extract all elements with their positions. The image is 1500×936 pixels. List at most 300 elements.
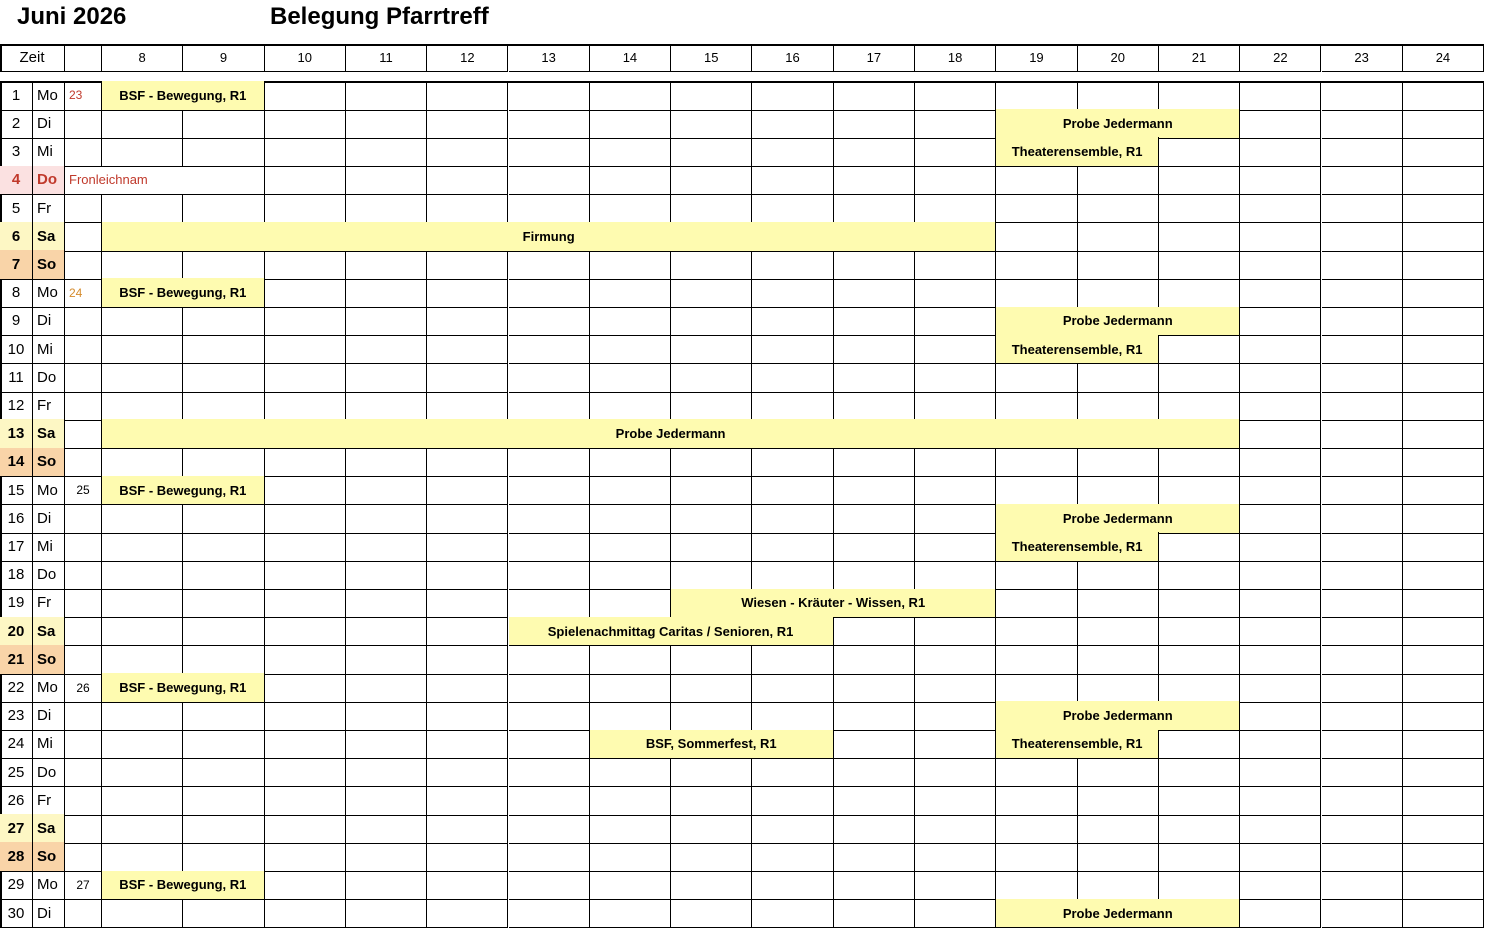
hour-cell[interactable] — [915, 307, 996, 337]
hour-cell[interactable] — [834, 109, 915, 139]
hour-cell[interactable] — [1240, 673, 1321, 703]
hour-cell[interactable] — [1240, 814, 1321, 844]
hour-cell[interactable] — [1159, 532, 1240, 562]
hour-cell[interactable] — [509, 109, 590, 139]
hour-cell[interactable] — [427, 758, 508, 788]
hour-cell[interactable] — [509, 391, 590, 421]
hour-cell[interactable] — [1322, 504, 1403, 534]
hour-cell[interactable] — [834, 673, 915, 703]
hour-cell[interactable] — [834, 137, 915, 167]
hour-cell[interactable] — [834, 363, 915, 393]
hour-cell[interactable] — [590, 786, 671, 816]
event-block[interactable]: BSF - Bewegung, R1 — [102, 871, 265, 901]
hour-cell[interactable] — [1403, 335, 1484, 365]
hour-cell[interactable] — [996, 166, 1077, 196]
hour-cell[interactable] — [590, 335, 671, 365]
hour-cell[interactable] — [265, 391, 346, 421]
hour-cell[interactable] — [346, 307, 427, 337]
hour-cell[interactable] — [346, 758, 427, 788]
hour-cell[interactable] — [183, 363, 264, 393]
hour-cell[interactable] — [102, 899, 183, 929]
hour-cell[interactable] — [590, 814, 671, 844]
hour-cell[interactable] — [265, 278, 346, 308]
hour-cell[interactable] — [509, 814, 590, 844]
hour-cell[interactable] — [1078, 560, 1159, 590]
hour-cell[interactable] — [590, 504, 671, 534]
hour-cell[interactable] — [671, 391, 752, 421]
hour-cell[interactable] — [590, 701, 671, 731]
hour-cell[interactable] — [1322, 81, 1403, 111]
hour-cell[interactable] — [509, 504, 590, 534]
hour-cell[interactable] — [102, 363, 183, 393]
hour-cell[interactable] — [1403, 560, 1484, 590]
hour-cell[interactable] — [1322, 109, 1403, 139]
hour-cell[interactable] — [1322, 589, 1403, 619]
hour-cell[interactable] — [1159, 137, 1240, 167]
hour-cell[interactable] — [346, 476, 427, 506]
hour-cell[interactable] — [427, 250, 508, 280]
hour-cell[interactable] — [346, 81, 427, 111]
hour-cell[interactable] — [834, 532, 915, 562]
hour-cell[interactable] — [1322, 560, 1403, 590]
hour-cell[interactable] — [590, 81, 671, 111]
hour-cell[interactable] — [1403, 81, 1484, 111]
hour-cell[interactable] — [509, 673, 590, 703]
hour-cell[interactable] — [996, 673, 1077, 703]
hour-cell[interactable] — [509, 589, 590, 619]
hour-cell[interactable] — [671, 137, 752, 167]
hour-cell[interactable] — [427, 166, 508, 196]
hour-cell[interactable] — [1403, 589, 1484, 619]
hour-cell[interactable] — [1159, 786, 1240, 816]
hour-cell[interactable] — [265, 673, 346, 703]
hour-cell[interactable] — [509, 899, 590, 929]
event-block[interactable]: Theaterensemble, R1 — [996, 730, 1159, 760]
hour-cell[interactable] — [1322, 166, 1403, 196]
hour-cell[interactable] — [1240, 391, 1321, 421]
hour-cell[interactable] — [1159, 476, 1240, 506]
hour-cell[interactable] — [671, 335, 752, 365]
hour-cell[interactable] — [265, 307, 346, 337]
hour-cell[interactable] — [509, 137, 590, 167]
hour-cell[interactable] — [427, 814, 508, 844]
hour-cell[interactable] — [915, 532, 996, 562]
hour-cell[interactable] — [1322, 363, 1403, 393]
event-block[interactable]: Probe Jedermann — [996, 899, 1240, 929]
hour-cell[interactable] — [915, 166, 996, 196]
hour-cell[interactable] — [1240, 532, 1321, 562]
hour-cell[interactable] — [1322, 786, 1403, 816]
hour-cell[interactable] — [265, 786, 346, 816]
hour-cell[interactable] — [427, 391, 508, 421]
hour-cell[interactable] — [590, 137, 671, 167]
hour-cell[interactable] — [265, 617, 346, 647]
event-block[interactable]: Wiesen - Kräuter - Wissen, R1 — [671, 589, 996, 619]
hour-cell[interactable] — [1240, 476, 1321, 506]
hour-cell[interactable] — [996, 617, 1077, 647]
hour-cell[interactable] — [1240, 419, 1321, 449]
hour-cell[interactable] — [1078, 166, 1159, 196]
event-block[interactable]: BSF, Sommerfest, R1 — [590, 730, 834, 760]
event-block[interactable]: Probe Jedermann — [996, 504, 1240, 534]
hour-cell[interactable] — [265, 814, 346, 844]
hour-cell[interactable] — [1403, 617, 1484, 647]
hour-cell[interactable] — [102, 645, 183, 675]
hour-cell[interactable] — [102, 560, 183, 590]
hour-cell[interactable] — [183, 137, 264, 167]
hour-cell[interactable] — [346, 701, 427, 731]
hour-cell[interactable] — [1078, 81, 1159, 111]
hour-cell[interactable] — [1159, 673, 1240, 703]
hour-cell[interactable] — [1240, 278, 1321, 308]
hour-cell[interactable] — [102, 448, 183, 478]
hour-cell[interactable] — [183, 617, 264, 647]
hour-cell[interactable] — [1240, 617, 1321, 647]
hour-cell[interactable] — [102, 137, 183, 167]
hour-cell[interactable] — [671, 871, 752, 901]
hour-cell[interactable] — [102, 701, 183, 731]
event-block[interactable]: BSF - Bewegung, R1 — [102, 81, 265, 111]
hour-cell[interactable] — [752, 814, 833, 844]
hour-cell[interactable] — [590, 532, 671, 562]
hour-cell[interactable] — [996, 645, 1077, 675]
hour-cell[interactable] — [1403, 871, 1484, 901]
hour-cell[interactable] — [752, 899, 833, 929]
hour-cell[interactable] — [590, 307, 671, 337]
hour-cell[interactable] — [1403, 701, 1484, 731]
hour-cell[interactable] — [509, 786, 590, 816]
hour-cell[interactable] — [915, 109, 996, 139]
hour-cell[interactable] — [1322, 222, 1403, 252]
hour-cell[interactable] — [427, 617, 508, 647]
hour-cell[interactable] — [996, 814, 1077, 844]
hour-cell[interactable] — [1159, 871, 1240, 901]
hour-cell[interactable] — [346, 814, 427, 844]
hour-cell[interactable] — [996, 758, 1077, 788]
hour-cell[interactable] — [102, 307, 183, 337]
hour-cell[interactable] — [183, 701, 264, 731]
hour-cell[interactable] — [752, 476, 833, 506]
hour-cell[interactable] — [265, 448, 346, 478]
hour-cell[interactable] — [915, 899, 996, 929]
hour-cell[interactable] — [509, 476, 590, 506]
hour-cell[interactable] — [509, 363, 590, 393]
hour-cell[interactable] — [509, 645, 590, 675]
hour-cell[interactable] — [752, 504, 833, 534]
hour-cell[interactable] — [102, 504, 183, 534]
hour-cell[interactable] — [1240, 560, 1321, 590]
hour-cell[interactable] — [346, 673, 427, 703]
hour-cell[interactable] — [834, 504, 915, 534]
hour-cell[interactable] — [427, 560, 508, 590]
hour-cell[interactable] — [1322, 391, 1403, 421]
hour-cell[interactable] — [183, 335, 264, 365]
hour-cell[interactable] — [1078, 250, 1159, 280]
hour-cell[interactable] — [1403, 391, 1484, 421]
hour-cell[interactable] — [265, 560, 346, 590]
hour-cell[interactable] — [1403, 899, 1484, 929]
hour-cell[interactable] — [427, 589, 508, 619]
hour-cell[interactable] — [102, 391, 183, 421]
hour-cell[interactable] — [102, 532, 183, 562]
hour-cell[interactable] — [590, 842, 671, 872]
hour-cell[interactable] — [1078, 476, 1159, 506]
hour-cell[interactable] — [671, 786, 752, 816]
hour-cell[interactable] — [183, 758, 264, 788]
hour-cell[interactable] — [1078, 363, 1159, 393]
hour-cell[interactable] — [915, 476, 996, 506]
hour-cell[interactable] — [752, 391, 833, 421]
hour-cell[interactable] — [752, 81, 833, 111]
hour-cell[interactable] — [427, 278, 508, 308]
hour-cell[interactable] — [590, 278, 671, 308]
hour-cell[interactable] — [1159, 194, 1240, 224]
hour-cell[interactable] — [996, 560, 1077, 590]
hour-cell[interactable] — [427, 842, 508, 872]
hour-cell[interactable] — [1159, 363, 1240, 393]
hour-cell[interactable] — [1322, 307, 1403, 337]
hour-cell[interactable] — [1240, 504, 1321, 534]
hour-cell[interactable] — [915, 617, 996, 647]
hour-cell[interactable] — [671, 307, 752, 337]
hour-cell[interactable] — [427, 786, 508, 816]
hour-cell[interactable] — [265, 363, 346, 393]
hour-cell[interactable] — [671, 758, 752, 788]
hour-cell[interactable] — [1159, 560, 1240, 590]
hour-cell[interactable] — [1403, 645, 1484, 675]
hour-cell[interactable] — [590, 673, 671, 703]
hour-cell[interactable] — [590, 589, 671, 619]
hour-cell[interactable] — [427, 645, 508, 675]
event-block[interactable]: Theaterensemble, R1 — [996, 532, 1159, 562]
hour-cell[interactable] — [915, 278, 996, 308]
hour-cell[interactable] — [996, 871, 1077, 901]
hour-cell[interactable] — [265, 250, 346, 280]
hour-cell[interactable] — [752, 786, 833, 816]
hour-cell[interactable] — [265, 758, 346, 788]
hour-cell[interactable] — [1240, 871, 1321, 901]
event-block[interactable]: BSF - Bewegung, R1 — [102, 673, 265, 703]
event-block[interactable]: Probe Jedermann — [996, 701, 1240, 731]
hour-cell[interactable] — [590, 250, 671, 280]
hour-cell[interactable] — [1078, 589, 1159, 619]
hour-cell[interactable] — [752, 871, 833, 901]
hour-cell[interactable] — [1240, 786, 1321, 816]
hour-cell[interactable] — [834, 617, 915, 647]
hour-cell[interactable] — [346, 363, 427, 393]
hour-cell[interactable] — [996, 391, 1077, 421]
hour-cell[interactable] — [1322, 532, 1403, 562]
hour-cell[interactable] — [1322, 617, 1403, 647]
hour-cell[interactable] — [671, 532, 752, 562]
event-block[interactable]: Probe Jedermann — [996, 307, 1240, 337]
hour-cell[interactable] — [996, 363, 1077, 393]
hour-cell[interactable] — [102, 589, 183, 619]
hour-cell[interactable] — [1240, 448, 1321, 478]
hour-cell[interactable] — [427, 307, 508, 337]
hour-cell[interactable] — [1403, 137, 1484, 167]
hour-cell[interactable] — [102, 250, 183, 280]
hour-cell[interactable] — [834, 730, 915, 760]
hour-cell[interactable] — [509, 307, 590, 337]
hour-cell[interactable] — [834, 194, 915, 224]
hour-cell[interactable] — [1159, 814, 1240, 844]
hour-cell[interactable] — [346, 842, 427, 872]
hour-cell[interactable] — [1322, 730, 1403, 760]
hour-cell[interactable] — [1403, 419, 1484, 449]
hour-cell[interactable] — [671, 250, 752, 280]
hour-cell[interactable] — [1322, 645, 1403, 675]
hour-cell[interactable] — [915, 673, 996, 703]
hour-cell[interactable] — [590, 476, 671, 506]
hour-cell[interactable] — [346, 391, 427, 421]
hour-cell[interactable] — [1240, 363, 1321, 393]
hour-cell[interactable] — [834, 335, 915, 365]
hour-cell[interactable] — [915, 871, 996, 901]
hour-cell[interactable] — [509, 701, 590, 731]
hour-cell[interactable] — [590, 166, 671, 196]
hour-cell[interactable] — [1403, 448, 1484, 478]
hour-cell[interactable] — [915, 137, 996, 167]
hour-cell[interactable] — [915, 504, 996, 534]
hour-cell[interactable] — [996, 278, 1077, 308]
hour-cell[interactable] — [102, 335, 183, 365]
hour-cell[interactable] — [346, 335, 427, 365]
event-block[interactable]: BSF - Bewegung, R1 — [102, 476, 265, 506]
hour-cell[interactable] — [1159, 335, 1240, 365]
hour-cell[interactable] — [183, 250, 264, 280]
hour-cell[interactable] — [752, 137, 833, 167]
hour-cell[interactable] — [183, 842, 264, 872]
hour-cell[interactable] — [1240, 589, 1321, 619]
hour-cell[interactable] — [915, 842, 996, 872]
hour-cell[interactable] — [996, 194, 1077, 224]
hour-cell[interactable] — [427, 335, 508, 365]
hour-cell[interactable] — [915, 645, 996, 675]
hour-cell[interactable] — [265, 335, 346, 365]
hour-cell[interactable] — [265, 645, 346, 675]
hour-cell[interactable] — [1322, 476, 1403, 506]
hour-cell[interactable] — [671, 842, 752, 872]
hour-cell[interactable] — [1403, 250, 1484, 280]
hour-cell[interactable] — [346, 589, 427, 619]
hour-cell[interactable] — [427, 109, 508, 139]
hour-cell[interactable] — [915, 786, 996, 816]
hour-cell[interactable] — [265, 194, 346, 224]
hour-cell[interactable] — [1078, 448, 1159, 478]
hour-cell[interactable] — [834, 81, 915, 111]
hour-cell[interactable] — [1078, 645, 1159, 675]
hour-cell[interactable] — [834, 391, 915, 421]
hour-cell[interactable] — [102, 109, 183, 139]
hour-cell[interactable] — [1403, 278, 1484, 308]
hour-cell[interactable] — [1240, 137, 1321, 167]
hour-cell[interactable] — [265, 81, 346, 111]
hour-cell[interactable] — [671, 673, 752, 703]
event-block[interactable]: BSF - Bewegung, R1 — [102, 278, 265, 308]
hour-cell[interactable] — [1403, 814, 1484, 844]
hour-cell[interactable] — [183, 109, 264, 139]
hour-cell[interactable] — [996, 81, 1077, 111]
hour-cell[interactable] — [346, 278, 427, 308]
hour-cell[interactable] — [834, 758, 915, 788]
hour-cell[interactable] — [183, 730, 264, 760]
hour-cell[interactable] — [1078, 222, 1159, 252]
hour-cell[interactable] — [590, 391, 671, 421]
hour-cell[interactable] — [996, 786, 1077, 816]
hour-cell[interactable] — [346, 194, 427, 224]
hour-cell[interactable] — [590, 871, 671, 901]
hour-cell[interactable] — [1403, 758, 1484, 788]
hour-cell[interactable] — [1403, 532, 1484, 562]
hour-cell[interactable] — [752, 673, 833, 703]
hour-cell[interactable] — [590, 448, 671, 478]
hour-cell[interactable] — [752, 363, 833, 393]
hour-cell[interactable] — [1159, 589, 1240, 619]
hour-cell[interactable] — [183, 391, 264, 421]
event-block[interactable]: Probe Jedermann — [102, 419, 1240, 449]
hour-cell[interactable] — [996, 250, 1077, 280]
hour-cell[interactable] — [834, 560, 915, 590]
event-block[interactable]: Theaterensemble, R1 — [996, 137, 1159, 167]
hour-cell[interactable] — [915, 730, 996, 760]
hour-cell[interactable] — [915, 250, 996, 280]
hour-cell[interactable] — [671, 899, 752, 929]
hour-cell[interactable] — [265, 871, 346, 901]
hour-cell[interactable] — [509, 278, 590, 308]
hour-cell[interactable] — [1322, 419, 1403, 449]
hour-cell[interactable] — [1322, 335, 1403, 365]
hour-cell[interactable] — [834, 786, 915, 816]
hour-cell[interactable] — [1159, 250, 1240, 280]
hour-cell[interactable] — [915, 814, 996, 844]
hour-cell[interactable] — [1403, 842, 1484, 872]
hour-cell[interactable] — [183, 504, 264, 534]
hour-cell[interactable] — [671, 278, 752, 308]
hour-cell[interactable] — [1240, 842, 1321, 872]
hour-cell[interactable] — [671, 645, 752, 675]
hour-cell[interactable] — [1159, 645, 1240, 675]
hour-cell[interactable] — [1403, 786, 1484, 816]
hour-cell[interactable] — [509, 250, 590, 280]
hour-cell[interactable] — [915, 758, 996, 788]
hour-cell[interactable] — [265, 504, 346, 534]
hour-cell[interactable] — [834, 871, 915, 901]
hour-cell[interactable] — [1322, 278, 1403, 308]
hour-cell[interactable] — [1159, 391, 1240, 421]
hour-cell[interactable] — [1403, 307, 1484, 337]
hour-cell[interactable] — [346, 617, 427, 647]
hour-cell[interactable] — [671, 363, 752, 393]
hour-cell[interactable] — [183, 814, 264, 844]
hour-cell[interactable] — [102, 814, 183, 844]
hour-cell[interactable] — [752, 194, 833, 224]
hour-cell[interactable] — [427, 701, 508, 731]
event-block[interactable]: Theaterensemble, R1 — [996, 335, 1159, 365]
hour-cell[interactable] — [265, 109, 346, 139]
hour-cell[interactable] — [346, 730, 427, 760]
hour-cell[interactable] — [183, 194, 264, 224]
hour-cell[interactable] — [1078, 391, 1159, 421]
hour-cell[interactable] — [265, 842, 346, 872]
hour-cell[interactable] — [427, 137, 508, 167]
hour-cell[interactable] — [183, 560, 264, 590]
hour-cell[interactable] — [752, 701, 833, 731]
hour-cell[interactable] — [346, 448, 427, 478]
hour-cell[interactable] — [346, 645, 427, 675]
hour-cell[interactable] — [1240, 194, 1321, 224]
hour-cell[interactable] — [509, 448, 590, 478]
